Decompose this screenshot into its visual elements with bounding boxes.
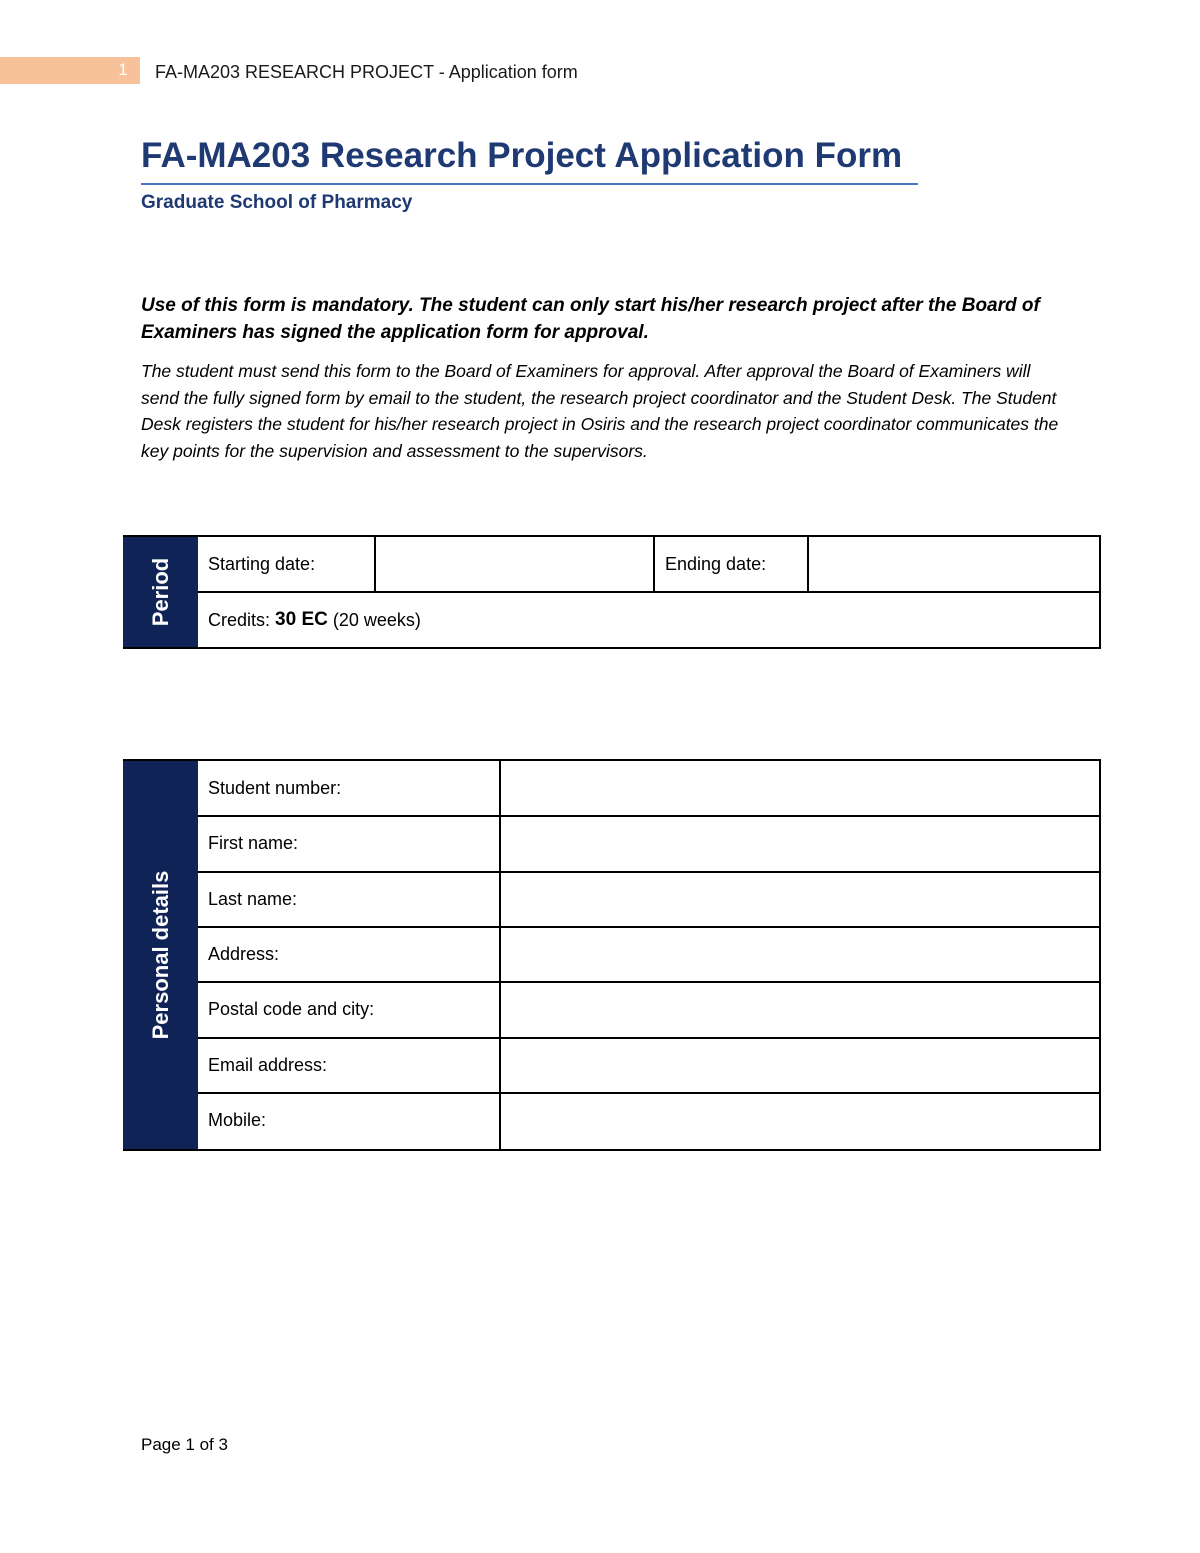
mandatory-notice: Use of this form is mandatory. The student can only start his/her research project after the Board of Examiners has signed the application form for approval. bbox=[141, 295, 1040, 343]
period-section-header bbox=[123, 537, 198, 647]
personal-field-input[interactable] bbox=[501, 1038, 1099, 1093]
starting-date-field[interactable] bbox=[376, 537, 653, 591]
personal-field-label: Postal code and city: bbox=[208, 999, 375, 1020]
personal-field-input[interactable] bbox=[501, 927, 1099, 982]
document-title: FA-MA203 Research Project Application Form bbox=[141, 136, 903, 175]
credits-note: (20 weeks) bbox=[332, 609, 421, 630]
header-page-number: 1 bbox=[118, 60, 128, 79]
document-subtitle: Graduate School of Pharmacy bbox=[141, 192, 413, 213]
ending-date-label: Ending date: bbox=[665, 553, 767, 574]
page-indicator: Page 1 of 3 bbox=[141, 1435, 228, 1454]
period-section-label: Period bbox=[147, 557, 173, 627]
personal-details-section-label: Personal details bbox=[147, 870, 173, 1040]
credits-row bbox=[198, 593, 1099, 647]
credits-label: Credits: bbox=[208, 609, 271, 630]
personal-field-input[interactable] bbox=[501, 761, 1099, 816]
header-running-title: FA-MA203 RESEARCH PROJECT - Application form bbox=[155, 62, 578, 82]
credits-value: 30 EC bbox=[275, 609, 328, 630]
instructions-paragraph: The student must send this form to the Board of Examiners for approval. After approval the Board of Examiners will send the fully signed form by email to the student, the research project coordinator and the Student Desk. The Student Desk registers the student for his/her research project in Osiris and the research project coordinator communicates the key points for the supervision and assessment to the supervisors. bbox=[141, 361, 1059, 461]
starting-date-label: Starting date: bbox=[208, 553, 316, 574]
personal-field-label: Email address: bbox=[208, 1054, 328, 1075]
personal-field-input[interactable] bbox=[501, 1093, 1099, 1148]
personal-field-label: Student number: bbox=[208, 778, 342, 799]
personal-field-input[interactable] bbox=[501, 982, 1099, 1037]
period-table bbox=[123, 535, 1101, 649]
personal-field-label: First name: bbox=[208, 833, 299, 854]
personal-details-table bbox=[123, 759, 1101, 1151]
personal-field-label: Last name: bbox=[208, 888, 298, 909]
personal-details-section-header bbox=[123, 761, 198, 1149]
personal-field-input[interactable] bbox=[501, 872, 1099, 927]
ending-date-field[interactable] bbox=[809, 537, 1099, 591]
personal-field-label: Mobile: bbox=[208, 1109, 267, 1130]
personal-field-input[interactable] bbox=[501, 816, 1099, 871]
personal-field-label: Address: bbox=[208, 944, 280, 965]
title-underline bbox=[141, 183, 918, 185]
